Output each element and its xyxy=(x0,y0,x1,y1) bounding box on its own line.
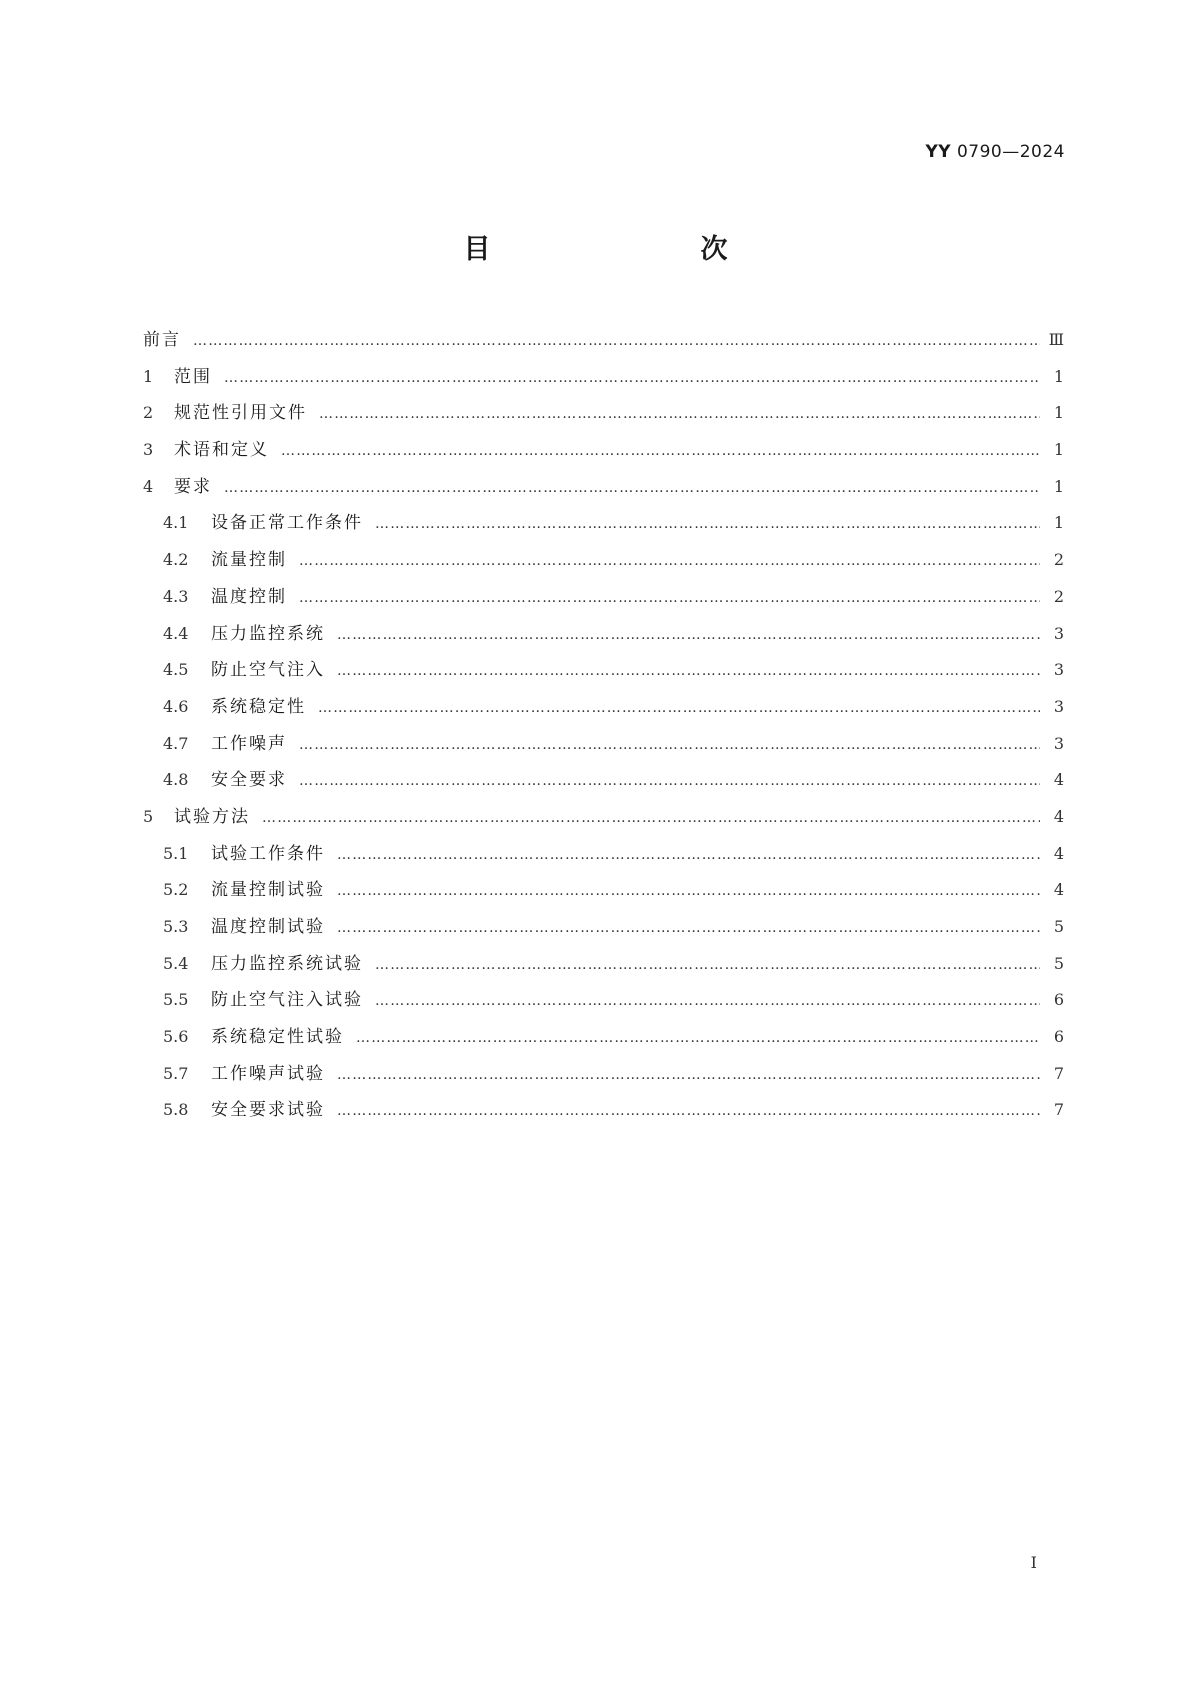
toc-entry-page: 2 xyxy=(1053,586,1064,606)
table-of-contents xyxy=(143,322,1064,1129)
dot-leader xyxy=(299,763,1040,800)
dot-leader xyxy=(375,506,1040,543)
toc-entry[interactable] xyxy=(143,946,1064,983)
toc-entry[interactable] xyxy=(143,872,1064,909)
toc-entry-label: 流量控制试验 xyxy=(211,880,325,901)
toc-entry[interactable] xyxy=(143,616,1064,653)
standard-number: 0790—2024 xyxy=(956,142,1065,162)
toc-entry[interactable] xyxy=(143,652,1064,689)
dot-leader xyxy=(337,617,1040,654)
toc-entry-number: 4 xyxy=(143,476,154,496)
toc-entry[interactable] xyxy=(143,469,1064,506)
dot-leader xyxy=(299,727,1040,764)
toc-entry-page: 5 xyxy=(1053,917,1064,936)
dot-leader xyxy=(337,1093,1040,1130)
toc-entry-number: 5.3 xyxy=(163,917,189,936)
toc-entry-number: 5.1 xyxy=(163,843,189,863)
toc-entry-label: 工作噪声试验 xyxy=(211,1063,325,1084)
dot-leader xyxy=(337,873,1040,910)
toc-entry[interactable] xyxy=(143,579,1064,616)
toc-entry-page: 5 xyxy=(1053,953,1064,973)
toc-entry-number: 4.1 xyxy=(163,513,189,533)
toc-entry-number: 5.8 xyxy=(163,1100,189,1120)
toc-entry-page: 3 xyxy=(1053,660,1064,680)
toc-entry-page: 4 xyxy=(1053,806,1064,826)
toc-entry[interactable] xyxy=(143,395,1064,432)
dot-leader xyxy=(375,947,1040,984)
toc-entry-page: 1 xyxy=(1053,366,1064,386)
dot-leader xyxy=(318,690,1040,727)
toc-entry-number: 3 xyxy=(143,440,154,460)
toc-entry-number: 2 xyxy=(143,403,154,423)
toc-entry[interactable] xyxy=(143,836,1064,873)
toc-entry-page: 7 xyxy=(1053,1100,1064,1120)
toc-entry-label: 要求 xyxy=(174,476,212,497)
toc-entry-number: 5.4 xyxy=(163,953,189,973)
toc-entry-label: 术语和定义 xyxy=(174,440,269,461)
toc-entry[interactable] xyxy=(143,505,1064,542)
toc-entry-label: 规范性引用文件 xyxy=(174,403,307,424)
toc-entry-number: 4.4 xyxy=(163,623,189,643)
toc-entry-label: 安全要求 xyxy=(211,770,287,791)
toc-entry-label: 试验方法 xyxy=(174,806,250,827)
toc-entry[interactable] xyxy=(143,726,1064,763)
dot-leader xyxy=(337,837,1040,874)
toc-entry-page: 7 xyxy=(1053,1063,1064,1083)
toc-entry-label: 范围 xyxy=(174,366,212,387)
toc-entry-number: 5.6 xyxy=(163,1027,189,1047)
toc-entry-label: 温度控制 xyxy=(211,586,287,607)
toc-entry[interactable] xyxy=(143,982,1064,1019)
toc-entry[interactable] xyxy=(143,432,1064,469)
dot-leader xyxy=(337,1057,1040,1094)
toc-entry-label: 设备正常工作条件 xyxy=(211,513,363,534)
toc-entry[interactable] xyxy=(143,322,1064,359)
toc-entry[interactable] xyxy=(143,762,1064,799)
toc-entry-page: 4 xyxy=(1053,843,1064,863)
toc-entry-label: 防止空气注入试验 xyxy=(211,990,363,1011)
toc-entry-number: 4.8 xyxy=(163,770,189,790)
dot-leader xyxy=(281,433,1040,470)
toc-entry-page: 3 xyxy=(1053,696,1064,716)
toc-entry-number: 4.7 xyxy=(163,733,189,753)
toc-entry-page: Ⅲ xyxy=(1048,330,1064,349)
toc-entry-label: 系统稳定性 xyxy=(211,696,306,717)
toc-entry[interactable] xyxy=(143,1092,1064,1129)
dot-leader xyxy=(319,396,1040,433)
toc-entry-page: 1 xyxy=(1053,513,1064,533)
dot-leader xyxy=(337,910,1040,947)
dot-leader xyxy=(356,1020,1040,1057)
dot-leader xyxy=(299,580,1040,617)
standard-prefix: YY xyxy=(925,142,952,162)
toc-entry-page: 3 xyxy=(1053,733,1064,753)
toc-entry-label: 防止空气注入 xyxy=(211,660,325,681)
toc-entry-page: 1 xyxy=(1053,476,1064,496)
dot-leader xyxy=(337,653,1040,690)
toc-entry-label: 试验工作条件 xyxy=(211,843,325,864)
toc-entry[interactable] xyxy=(143,799,1064,836)
toc-entry[interactable] xyxy=(143,542,1064,579)
toc-entry[interactable] xyxy=(143,359,1064,396)
toc-entry-number: 5.2 xyxy=(163,880,189,900)
toc-entry-label: 流量控制 xyxy=(211,550,287,571)
dot-leader xyxy=(299,543,1040,580)
toc-entry-number: 5 xyxy=(143,806,154,826)
toc-entry[interactable] xyxy=(143,1056,1064,1093)
toc-entry-label: 前言 xyxy=(143,330,181,350)
toc-entry-page: 1 xyxy=(1053,403,1064,423)
toc-entry-page: 6 xyxy=(1053,1027,1064,1047)
toc-entry-label: 温度控制试验 xyxy=(211,917,325,937)
dot-leader xyxy=(375,983,1040,1020)
toc-entry-page: 6 xyxy=(1053,990,1064,1010)
toc-entry-number: 4.3 xyxy=(163,586,189,606)
toc-entry[interactable] xyxy=(143,1019,1064,1056)
toc-entry-page: 4 xyxy=(1053,880,1064,900)
dot-leader xyxy=(262,800,1040,837)
toc-entry-label: 系统稳定性试验 xyxy=(211,1027,344,1048)
toc-entry-page: 2 xyxy=(1053,550,1064,570)
toc-entry-number: 1 xyxy=(143,366,154,386)
toc-entry-page: 1 xyxy=(1053,440,1064,460)
toc-entry-label: 压力监控系统试验 xyxy=(211,953,363,974)
toc-entry-number: 4.2 xyxy=(163,550,189,570)
dot-leader xyxy=(193,323,1040,360)
toc-entry-label: 压力监控系统 xyxy=(211,623,325,644)
toc-entry[interactable] xyxy=(143,689,1064,726)
dot-leader xyxy=(224,360,1040,397)
toc-entry-page: 4 xyxy=(1053,770,1064,790)
standard-code xyxy=(925,142,1065,162)
toc-entry-number: 4.5 xyxy=(163,660,189,680)
toc-entry-number: 5.5 xyxy=(163,990,189,1010)
toc-entry-label: 安全要求试验 xyxy=(211,1100,325,1121)
toc-entry-number: 4.6 xyxy=(163,696,189,716)
toc-entry-label: 工作噪声 xyxy=(211,733,287,754)
toc-entry-number: 5.7 xyxy=(163,1063,189,1083)
dot-leader xyxy=(224,470,1040,507)
toc-entry-page: 3 xyxy=(1053,623,1064,643)
page-number: I xyxy=(1030,1553,1037,1572)
page-title: 目 次 xyxy=(463,234,780,265)
toc-entry[interactable] xyxy=(143,909,1064,946)
